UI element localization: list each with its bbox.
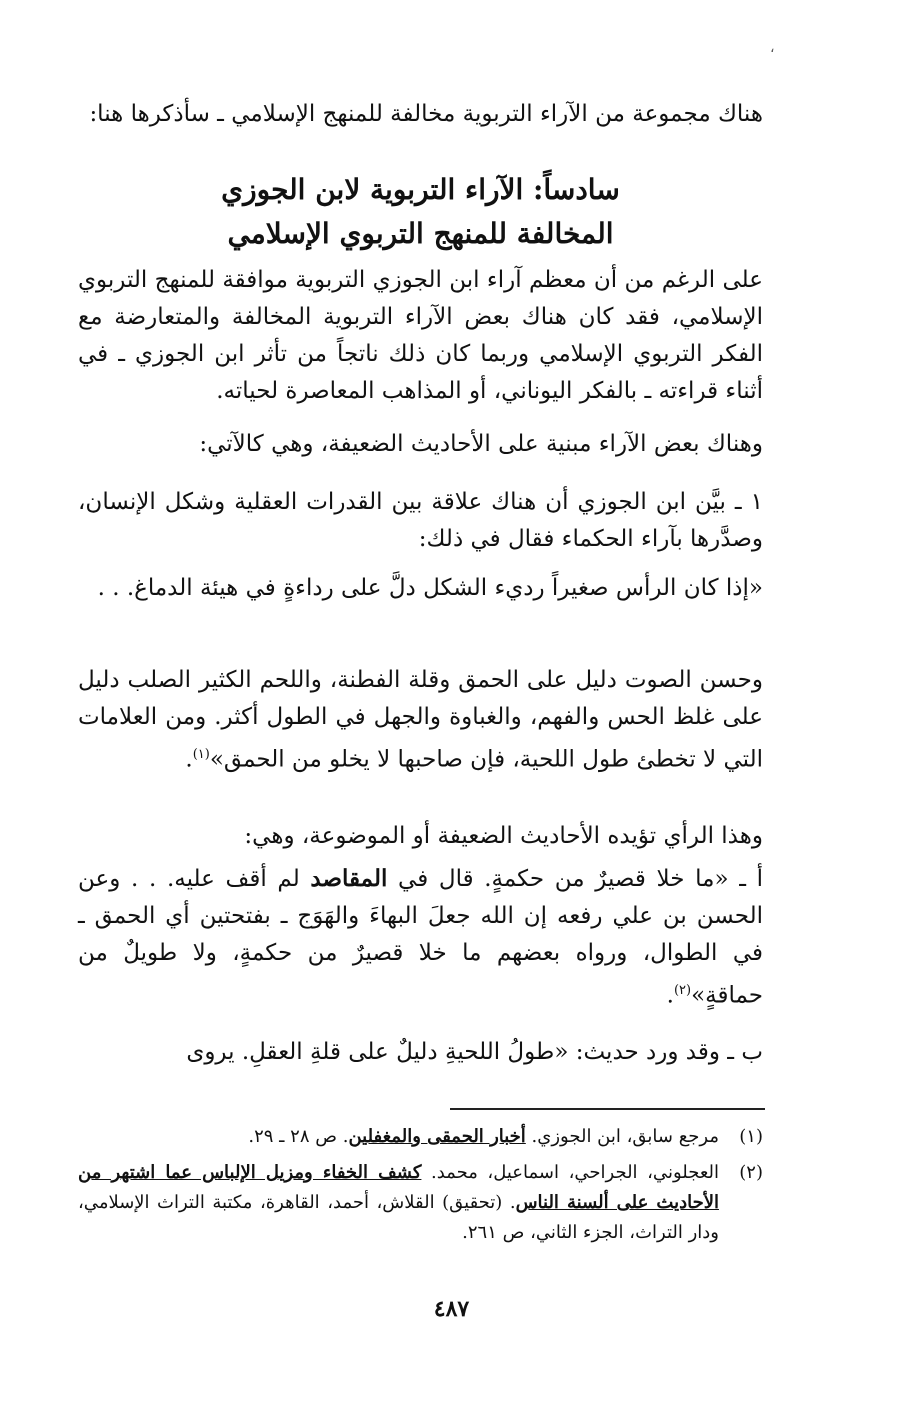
- heading-line-1: سادساً: الآراء التربوية لابن الجوزي: [221, 173, 620, 206]
- footnote-number: (١): [739, 1126, 763, 1147]
- footnote-ref-1[interactable]: (١): [192, 747, 210, 762]
- quote-paragraph-2: وحسن الصوت دليل على الحمق وقلة الفطنة، واللحم الكثير الصلب دليل على غلظ الحس والفهم، والغباوة والجهل في الطول أكثر. ومن العلامات التي لا تخطئ طول اللحية، فإن صاحبها لا يخلو من الحمق»$^{(١)}$.: [78, 667, 763, 773]
- paragraph-2: وهناك بعض الآراء مبنية على الأحاديث الضعيفة، وهي كالآتي:: [199, 431, 763, 457]
- footnote-2: [78, 1158, 763, 1248]
- footnote-title: كشف الخفاء ومزيل الإلباس عما اشتهر من الأحاديث على ألسنة الناس: [78, 1162, 719, 1213]
- footnote-divider: [450, 1108, 765, 1110]
- paragraph-hadith-a: أ ـ «ما خلا قصيرٌ من حكمةٍ. قال في المقاصد لم أقف عليه. . . وعن الحسن بن علي رفعه إن الله جعلَ البهاءَ والهَوَج ـ بفتحتين أي الحمق ـ في الطوال، ورواه بعضهم ما خلا قصيرٌ من حكمةٍ، ولا طويلٌ من حماقةٍ»$^{(٢)}$.: [78, 865, 763, 1009]
- hadith-a-text-2: لم أقف عليه. . . وعن الحسن بن علي رفعه إن الله جعلَ البهاءَ والهَوَج ـ بفتحتين أي الحمق ـ في الطوال، ورواه بعضهم ما خلا قصيرٌ من حكمةٍ، ولا طويلٌ من حماقةٍ»: [78, 866, 763, 1009]
- footnotes: [78, 1122, 763, 1254]
- footnote-author: العجلوني، الجراحي، اسماعيل، محمد.: [421, 1162, 719, 1183]
- section-heading: [78, 168, 763, 256]
- quote-paragraph-1: «إذا كان الرأس صغيراً رديء الشكل دلَّ على رداءةٍ في هيئة الدماغ. . .: [97, 575, 763, 601]
- footnote-ref-2[interactable]: (٢): [673, 983, 692, 998]
- hadith-a-text-1: أ ـ «ما خلا قصيرٌ من حكمةٍ. قال في: [387, 866, 763, 892]
- footnote-details: . (تحقيق) القلاش، أحمد، القاهرة، مكتبة التراث الإسلامي، ودار التراث، الجزء الثاني، ص ٢٦١.: [78, 1192, 719, 1243]
- footnote-number: (٢): [739, 1162, 763, 1183]
- paragraph-hadith-b: ب ـ وقد ورد حديث: «طولُ اللحيةِ دليلٌ على قلةِ العقلِ. يروى: [186, 1039, 763, 1065]
- heading-line-2: المخالفة للمنهج التربوي الإسلامي: [227, 217, 614, 250]
- paragraph-6: وهذا الرأي تؤيده الأحاديث الضعيفة أو الموضوعة، وهي:: [244, 823, 763, 849]
- footnote-title: أخبار الحمقى والمغفلين: [348, 1126, 526, 1147]
- footnote-text: [78, 1158, 719, 1248]
- page-number: ٤٨٧: [433, 1296, 470, 1322]
- hadith-a-source: المقاصد: [310, 865, 388, 892]
- scan-mark: ،: [770, 40, 775, 56]
- paragraph-1: على الرغم من أن معظم آراء ابن الجوزي التربوية موافقة للمنهج التربوي الإسلامي، فقد كان هناك بعض الآراء التربوية المخالفة والمتعارضة مع الفكر التربوي الإسلامي وربما كان ذلك ناتجاً من تأثر ابن الجوزي ـ في أثناء قراءته ـ بالفكر اليوناني، أو المذاهب المعاصرة لحياته.: [78, 267, 763, 404]
- footnote-1: [78, 1122, 763, 1152]
- intro-line: هناك مجموعة من الآراء التربوية مخالفة للمنهج الإسلامي ـ سأذكرها هنا:: [89, 101, 763, 127]
- footnote-pages: . ص ٢٨ ـ ٢٩.: [248, 1126, 349, 1147]
- footnote-text: [78, 1122, 719, 1152]
- footnote-author: مرجع سابق، ابن الجوزي.: [525, 1126, 719, 1147]
- paragraph-3: ١ ـ بيَّن ابن الجوزي أن هناك علاقة بين القدرات العقلية وشكل الإنسان، وصدَّرها بآراء الحكماء فقال في ذلك:: [78, 489, 763, 552]
- quote-text: وحسن الصوت دليل على الحمق وقلة الفطنة، واللحم الكثير الصلب دليل على غلظ الحس والفهم، والغباوة والجهل في الطول أكثر. ومن العلامات التي لا تخطئ طول اللحية، فإن صاحبها لا يخلو من الحمق»: [78, 667, 763, 773]
